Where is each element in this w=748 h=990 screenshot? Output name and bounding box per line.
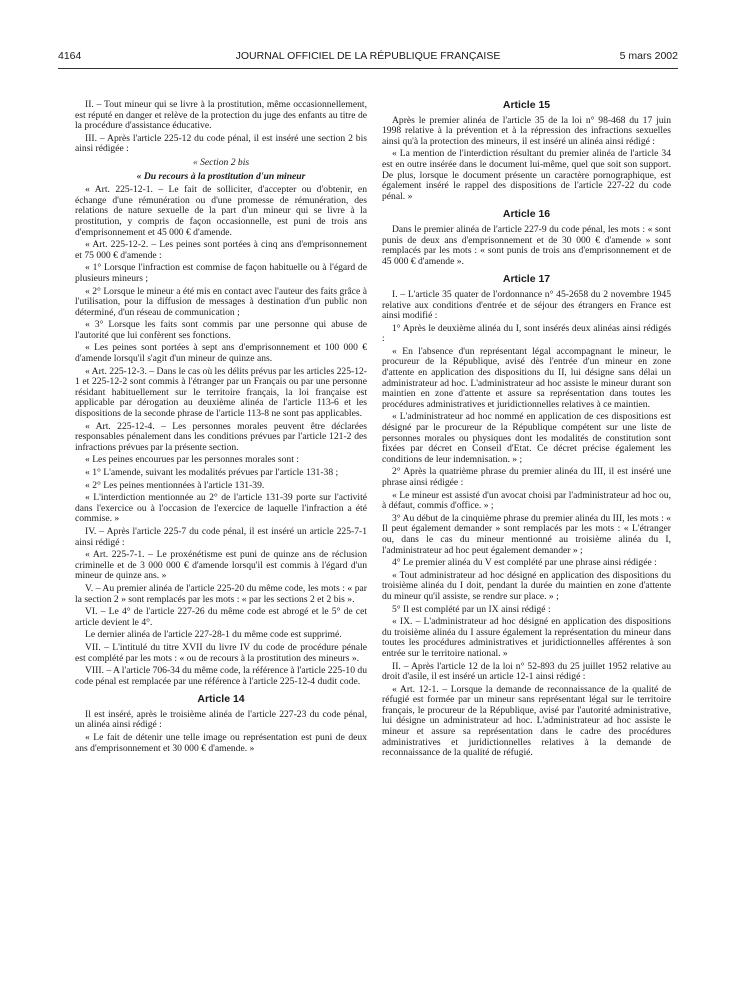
paragraph: Dans le premier alinéa de l'article 227-9 du code pénal, les mots : « sont punis de deux ans d'emprisonnement et de 30 000 € d'amende » sont remplacés par les mots : « sont punis de trois ans d'emprisonnement et de 45 000 € d'amende ».	[382, 223, 671, 267]
paragraph: « L'administrateur ad hoc nommé en application de ces dispositions est désigné par le procureur de la République compétent sur une liste de personnes morales ou physiques dont les modalités de constitution sont fixées par décret en Conseil d'Etat. Ce décret précise également les conditions de leur indemnisation. » ;	[382, 411, 671, 465]
paragraph: « 2° Lorsque le mineur a été mis en contact avec l'auteur des faits grâce à l'utilisation, pour la diffusion de messages à destination d'un public non déterminé, d'un réseau de communication ;	[75, 285, 367, 318]
paragraph: II. – Tout mineur qui se livre à la prostitution, même occasionnellement, est réputé en danger et relève de la protection du juge des enfants au titre de la procédure d'assistance éducative.	[75, 99, 367, 132]
paragraph: « La mention de l'interdiction résultant du premier alinéa de l'article 34 est en outre insérée dans le document lui-même, quel que soit son support. De plus, lorsque le document présente un caractère pornographique, est également inséré le rappel des dispositions de l'article 227-22 du code pénal. »	[382, 148, 671, 202]
paragraph: « Art. 225-7-1. – Le proxénétisme est puni de quinze ans de réclusion criminelle et de 3 000 000 € d'amende lorsqu'il est commis à l'égard d'un mineur de quinze ans. »	[75, 549, 367, 582]
header-rule	[58, 68, 678, 69]
journal-title: JOURNAL OFFICIEL DE LA RÉPUBLIQUE FRANÇAISE	[235, 50, 501, 62]
paragraph: « Art. 225-12-4. – Les personnes morales peuvent être déclarées responsables pénalement dans les conditions prévues par l'article 121-2 des infractions prévues par la présente section.	[75, 420, 367, 453]
paragraph: VI. – Le 4° de l'article 227-26 du même code est abrogé et le 5° de cet article devient le 4°.	[75, 606, 367, 628]
publication-date: 5 mars 2002	[619, 50, 678, 62]
paragraph: « Tout administrateur ad hoc désigné en application des dispositions du troisième alinéa du I doit, pendant la durée du maintien en zone d'attente du mineur qu'il assiste, se rendre sur place. » ;	[382, 569, 671, 602]
paragraph: III. – Après l'article 225-12 du code pénal, il est inséré une section 2 bis ainsi rédigée :	[75, 132, 367, 155]
article-heading: Article 14	[197, 693, 245, 706]
article-heading: Article 15	[502, 99, 551, 111]
right-column	[382, 100, 671, 761]
paragraph: I. – L'article 35 quater de l'ordonnance n° 45-2658 du 2 novembre 1945 relative aux conditions d'entrée et de séjour des étrangers en France est ainsi modifié :	[382, 288, 671, 322]
paragraph: « Le fait de détenir une telle image ou représentation est puni de deux ans d'emprisonnement et 30 000 € d'amende. »	[75, 732, 367, 754]
paragraph: « L'interdiction mentionnée au 2° de l'article 131-39 porte sur l'activité dans l'exercice ou à l'occasion de l'exercice de laquelle l'infraction a été commise. »	[75, 492, 367, 525]
paragraph: 5° Il est complété par un IX ainsi rédigé :	[392, 603, 551, 615]
paragraph: 4° Le premier alinéa du V est complété par une phrase ainsi rédigée :	[392, 557, 657, 569]
page-header	[58, 50, 678, 66]
paragraph: « IX. – L'administrateur ad hoc désigné en application des dispositions du troisième alinéa du I assure également la représentation du mineur dans toutes les procédures administratives et juridictionnelles afférentes à son entrée sur le territoire national. »	[382, 616, 671, 659]
paragraph: V. – Au premier alinéa de l'article 225-20 du même code, les mots : « par la section 2 » sont remplacés par les mots : « par les sections 2 et 2 bis ».	[75, 582, 367, 605]
paragraph: IV. – Après l'article 225-7 du code pénal, il est inséré un article 225-7-1 ainsi rédigé :	[75, 525, 367, 548]
paragraph: VII. – L'intitulé du titre XVII du livre IV du code de procédure pénale est complété par les mots : « ou de recours à la prostitution des mineurs ».	[75, 641, 367, 664]
paragraph: « Les peines sont portées à sept ans d'emprisonnement et 100 000 € d'amende lorsqu'il s'agit d'un mineur de quinze ans.	[75, 342, 367, 365]
paragraph: VIII. – A l'article 706-34 du même code, la référence à l'article 225-10 du code pénal est remplacée par une référence à l'article 225-12-4 dudit code.	[75, 665, 367, 687]
paragraph: Le dernier alinéa de l'article 227-28-1 du même code est supprimé.	[85, 629, 342, 641]
paragraph: Après le premier alinéa de l'article 35 de la loi n° 98-468 du 17 juin 1998 relative à la prévention et à la répression des infractions sexuelles ainsi qu'à la protection des mineurs, il est inséré un alinéa ainsi rédigé :	[382, 114, 671, 147]
article-heading: Article 17	[502, 273, 551, 286]
paragraph: « 3° Lorsque les faits sont commis par une personne qui abuse de l'autorité que lui confèrent ses fonctions.	[75, 319, 367, 341]
section-subtitle: « Du recours à la prostitution d'un mineur	[136, 170, 306, 182]
paragraph: 2° Après la quatrième phrase du premier alinéa du III, il est inséré une phrase ainsi rédigée :	[382, 466, 671, 488]
paragraph: II. – Après l'article 12 de la loi n° 52-893 du 25 juillet 1952 relative au droit d'asile, il est inséré un article 12-1 ainsi rédigé :	[382, 660, 671, 683]
paragraph: « 1° Lorsque l'infraction est commise de façon habituelle ou à l'égard de plusieurs mineurs ;	[75, 262, 367, 284]
paragraph: « Art. 12-1. – Lorsque la demande de reconnaissance de la qualité de réfugié est formée par un mineur sans représentant légal sur le territoire français, le procureur de la République, avisé par l'autorité administrative, lui désigne un administrateur ad hoc. L'administrateur ad hoc assiste le mineur et assure sa représentation dans le cadre des procédures administratives et juridictionnelles relatives à la demande de reconnaissance de la qualité de réfugié.	[382, 683, 671, 759]
paragraph: « 1° L'amende, suivant les modalités prévues par l'article 131-38 ;	[85, 467, 339, 478]
section-title: « Section 2 bis	[192, 156, 250, 168]
paragraph: « Art. 225-12-1. – Le fait de solliciter, d'accepter ou d'obtenir, en échange d'une rémunération ou d'une promesse de rémunération, des relations de nature sexuelle de la part d'un mineur qui se livre à la prostitution, y compris de façon occasionnelle, est puni de trois ans d'emprisonnement et 45 000 € d'amende.	[75, 184, 367, 238]
paragraph: 1° Après le deuxième alinéa du I, sont insérés deux alinéas ainsi rédigés :	[382, 322, 671, 345]
left-column	[75, 100, 367, 756]
paragraph: « Le mineur est assisté d'un avocat choisi par l'administrateur ad hoc ou, à défaut, commis d'office. » ;	[382, 489, 671, 512]
article-heading: Article 16	[502, 208, 551, 221]
paragraph: « Art. 225-12-2. – Les peines sont portées à cinq ans d'emprisonnement et 75 000 € d'amende :	[75, 239, 367, 261]
paragraph: « Les peines encourues par les personnes morales sont :	[85, 454, 299, 466]
paragraph: Il est inséré, après le troisième alinéa de l'article 227-23 du code pénal, un alinéa ainsi rédigé :	[75, 708, 367, 731]
paragraph: « 2° Les peines mentionnées à l'article 131-39.	[85, 479, 265, 491]
paragraph: « Art. 225-12-3. – Dans le cas où les délits prévus par les articles 225-12-1 et 225-12-2 sont commis à l'étranger par un Français ou par une personne résidant habituellement sur le territoire français, la loi française est applicable par dérogation au deuxième alinéa de l'article 113-6 et les dispositions de la seconde phrase de l'article 113-8 ne sont pas applicables.	[75, 365, 367, 420]
page-number: 4164	[58, 50, 82, 62]
paragraph: 3° Au début de la cinquième phrase du premier alinéa du III, les mots : « Il peut également demander » sont remplacés par les mots : « L'étranger ou, dans le cas du mineur mentionné au troisième alinéa du I, l'administrateur ad hoc peut également demander » ;	[382, 512, 671, 556]
paragraph: « En l'absence d'un représentant légal accompagnant le mineur, le procureur de la République, avisé dès l'entrée d'un mineur en zone d'attente en application des dispositions du II, lui désigne sans délai un administrateur ad hoc. L'administrateur ad hoc assiste le mineur durant son maintien en zone d'attente et assure sa représentation dans toutes les procédures administratives et juridictionnelles relatives à ce maintien.	[382, 345, 671, 410]
